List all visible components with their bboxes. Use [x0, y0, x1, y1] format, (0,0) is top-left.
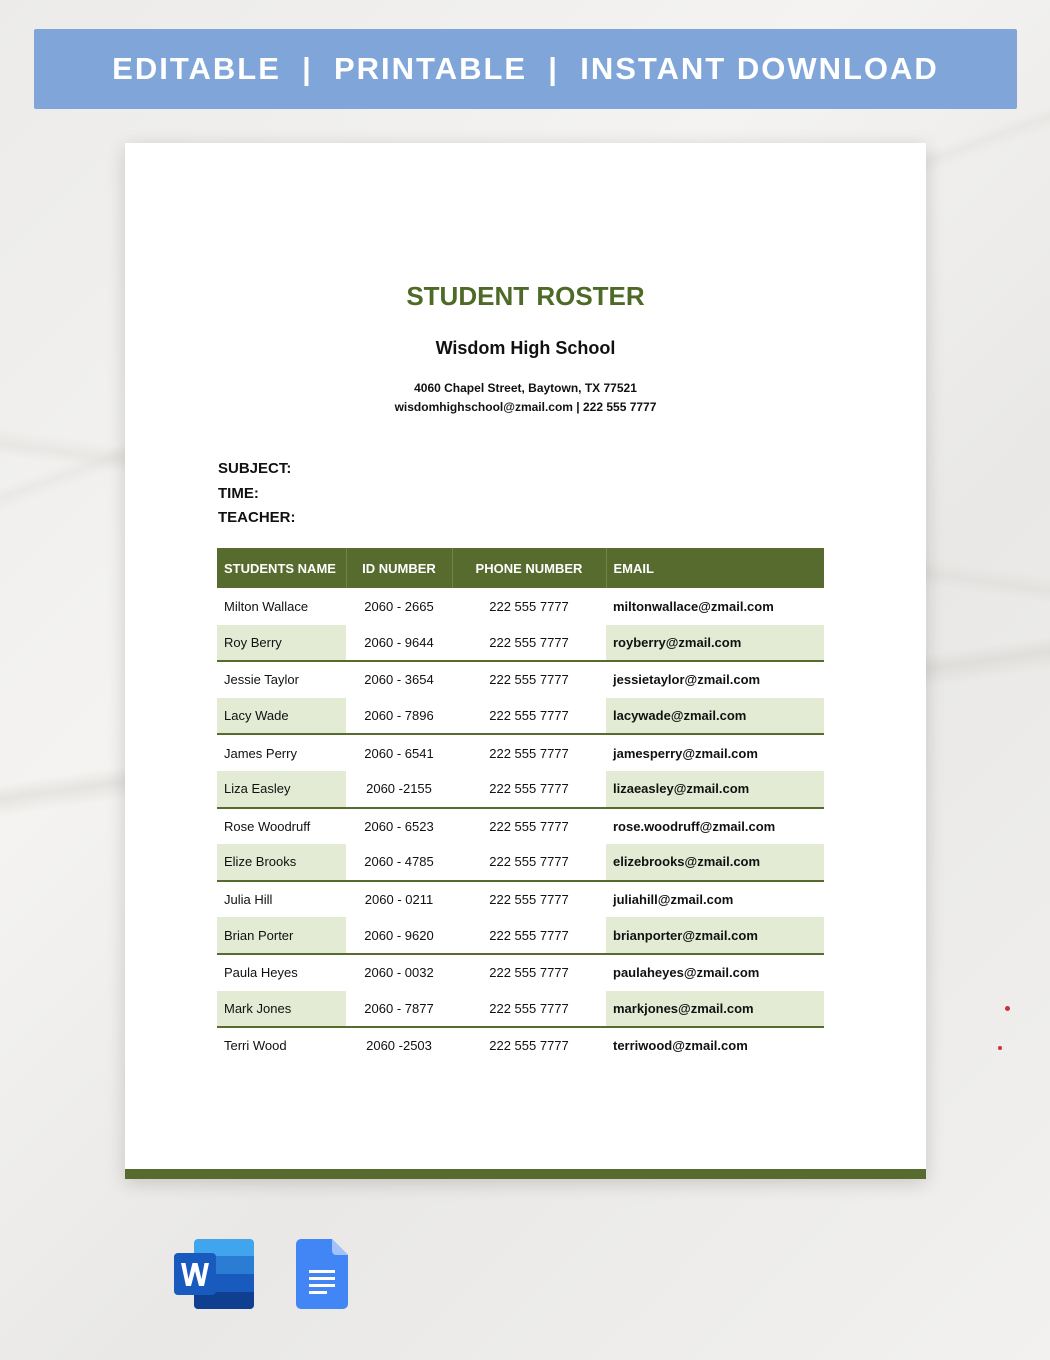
table-row — [217, 625, 824, 662]
email-cell: markjones@zmail.com — [606, 991, 824, 1028]
phone-number-cell: 222 555 7777 — [489, 818, 569, 834]
school-contact: wisdomhighschool@zmail.com | 222 555 7777 — [394, 400, 657, 414]
email-cell: royberry@zmail.com — [606, 625, 824, 662]
email-cell: brianporter@zmail.com — [606, 917, 824, 954]
id-number-cell: 2060 -2155 — [346, 771, 452, 808]
student-name-cell: Milton Wallace — [224, 598, 309, 614]
id-number-cell: 2060 - 9644 — [346, 625, 452, 662]
student-name-cell: Brian Porter — [217, 917, 346, 954]
time-label: TIME: — [218, 484, 259, 502]
school-name: Wisdom High School — [435, 338, 616, 358]
table-row — [217, 734, 824, 771]
email-cell: elizebrooks@zmail.com — [606, 844, 824, 881]
table-row — [217, 771, 824, 808]
banner-text: EDITABLE | PRINTABLE | INSTANT DOWNLOAD — [112, 51, 939, 86]
table-row — [217, 881, 824, 918]
decorative-speck — [998, 1046, 1002, 1050]
table-row — [217, 1027, 824, 1064]
subject-label: SUBJECT: — [218, 460, 292, 477]
phone-number-cell: 222 555 7777 — [452, 625, 606, 662]
table-row — [217, 991, 824, 1028]
student-name-cell: Rose Woodruff — [224, 818, 311, 834]
table-row — [217, 661, 824, 698]
id-number-cell: 2060 - 0032 — [364, 965, 434, 981]
phone-number-cell: 222 555 7777 — [489, 965, 569, 981]
phone-number-cell: 222 555 7777 — [452, 844, 606, 881]
email-cell: rose.woodruff@zmail.com — [613, 818, 776, 834]
phone-number-cell: 222 555 7777 — [452, 771, 606, 808]
id-number-cell: 2060 - 6541 — [364, 745, 434, 761]
document-page — [125, 143, 926, 1179]
class-info-fields — [218, 457, 296, 531]
decorative-speck — [1005, 1006, 1010, 1011]
student-roster-table — [217, 548, 824, 1064]
student-name-cell: Elize Brooks — [217, 844, 346, 881]
student-name-cell: James Perry — [224, 745, 297, 761]
id-number-cell: 2060 - 3654 — [364, 672, 434, 688]
table-row — [217, 844, 824, 881]
phone-number-cell: 222 555 7777 — [452, 917, 606, 954]
id-number-cell: 2060 - 9620 — [346, 917, 452, 954]
phone-number-cell: 222 555 7777 — [489, 598, 569, 614]
google-docs-icon[interactable] — [296, 1239, 348, 1309]
school-address: 4060 Chapel Street, Baytown, TX 77521 — [414, 381, 637, 395]
phone-number-cell: 222 555 7777 — [489, 892, 569, 908]
table-row — [217, 588, 824, 625]
table-row — [217, 698, 824, 735]
document-title: STUDENT ROSTER — [406, 281, 645, 311]
header-phone-number: PHONE NUMBER — [452, 548, 606, 588]
id-number-cell: 2060 - 4785 — [346, 844, 452, 881]
id-number-cell: 2060 - 2665 — [364, 598, 434, 614]
header-id-number: ID NUMBER — [346, 548, 452, 588]
email-cell: lizaeasley@zmail.com — [606, 771, 824, 808]
email-cell: miltonwallace@zmail.com — [613, 598, 774, 614]
email-cell: juliahill@zmail.com — [613, 892, 734, 908]
student-name-cell: Mark Jones — [217, 991, 346, 1028]
student-name-cell: Paula Heyes — [224, 965, 298, 981]
email-cell: jessietaylor@zmail.com — [613, 672, 761, 688]
student-name-cell: Roy Berry — [217, 625, 346, 662]
teacher-label: TEACHER: — [218, 509, 296, 526]
email-cell: jamesperry@zmail.com — [613, 745, 758, 761]
table-row — [217, 917, 824, 954]
id-number-cell: 2060 - 7896 — [346, 698, 452, 735]
email-cell: terriwood@zmail.com — [613, 1038, 748, 1054]
student-name-cell: Terri Wood — [224, 1038, 287, 1054]
phone-number-cell: 222 555 7777 — [452, 991, 606, 1028]
student-name-cell: Julia Hill — [224, 892, 273, 908]
phone-number-cell: 222 555 7777 — [489, 1038, 569, 1054]
id-number-cell: 2060 - 0211 — [364, 892, 434, 908]
id-number-cell: 2060 - 6523 — [364, 818, 434, 834]
table-row — [217, 954, 824, 991]
student-name-cell: Jessie Taylor — [224, 672, 299, 688]
header-student-name: STUDENTS NAME — [217, 548, 346, 588]
id-number-cell: 2060 -2503 — [366, 1038, 432, 1054]
student-name-cell: Liza Easley — [217, 771, 346, 808]
email-cell: lacywade@zmail.com — [606, 698, 824, 735]
table-header-row — [217, 548, 824, 588]
format-banner — [34, 29, 1017, 109]
microsoft-word-icon[interactable] — [174, 1239, 254, 1309]
page-footer-bar — [125, 1169, 926, 1179]
phone-number-cell: 222 555 7777 — [489, 745, 569, 761]
header-email: EMAIL — [606, 548, 824, 588]
table-row — [217, 808, 824, 845]
phone-number-cell: 222 555 7777 — [452, 698, 606, 735]
student-name-cell: Lacy Wade — [217, 698, 346, 735]
id-number-cell: 2060 - 7877 — [346, 991, 452, 1028]
email-cell: paulaheyes@zmail.com — [613, 965, 760, 981]
phone-number-cell: 222 555 7777 — [489, 672, 569, 688]
